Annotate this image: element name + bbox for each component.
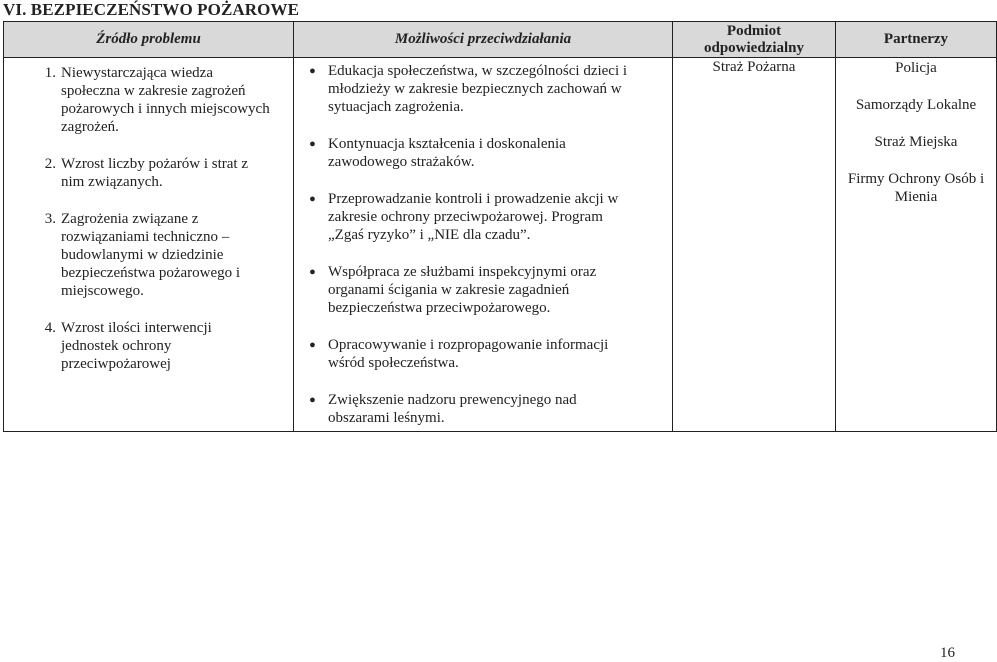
partner-item: Policja bbox=[895, 60, 937, 76]
action-item bbox=[294, 391, 672, 427]
bullet-icon: ● bbox=[309, 138, 316, 150]
responsible-subject: Straż Pożarna bbox=[673, 58, 836, 432]
partner-item: Samorządy Lokalne bbox=[855, 97, 977, 113]
problems-table bbox=[3, 21, 997, 432]
action-text: Edukacja społeczeństwa, w szczególności dzieci i młodzieży w zakresie bezpiecznych zachowań w sytuacjach zagrożenia. bbox=[328, 63, 628, 115]
source-cell bbox=[4, 58, 294, 432]
problem-text: Niewystarczająca wiedza społeczna w zakresie zagrożeń pożarowych i innych miejscowych zagrożeń. bbox=[61, 65, 270, 135]
action-item bbox=[294, 62, 672, 116]
problem-number: 2. bbox=[44, 156, 56, 172]
problem-text: Wzrost ilości interwencji jednostek ochrony przeciwpożarowej bbox=[61, 320, 212, 372]
problem-number: 4. bbox=[44, 320, 56, 336]
problem-text: Zagrożenia związane z rozwiązaniami techniczno – budowlanymi w dziedzinie bezpieczeństwa pożarowego i miejscowego. bbox=[61, 211, 241, 299]
partners-cell bbox=[836, 58, 997, 432]
action-text: Przeprowadzanie kontroli i prowadzenie akcji w zakresie ochrony przeciwpożarowej. Program „Zgaś ryzyko” i „NIE dla czadu”. bbox=[328, 191, 619, 243]
action-text: Zwiększenie nadzoru prewencyjnego nad obszarami leśnymi. bbox=[328, 392, 577, 426]
bullet-icon: ● bbox=[309, 339, 316, 351]
action-text: Współpraca ze służbami inspekcyjnymi oraz organami ścigania w zakresie zagadnień bezpieczeństwa przeciwpożarowego. bbox=[328, 264, 597, 316]
bullet-icon: ● bbox=[309, 394, 316, 406]
header-partners: Partnerzy bbox=[836, 22, 997, 58]
problem-list bbox=[4, 64, 293, 373]
action-item bbox=[294, 263, 672, 317]
actions-cell bbox=[294, 58, 673, 432]
header-subject: Podmiot odpowiedzialny bbox=[673, 22, 836, 58]
bullet-icon: ● bbox=[309, 193, 316, 205]
problem-number: 1. bbox=[44, 65, 56, 81]
table-row bbox=[4, 58, 997, 432]
header-actions: Możliwości przeciwdziałania bbox=[294, 22, 673, 58]
action-item bbox=[294, 336, 672, 372]
header-source: Źródło problemu bbox=[4, 22, 294, 58]
problem-text: Wzrost liczby pożarów i strat z nim związanych. bbox=[61, 156, 249, 190]
action-text: Kontynuacja kształcenia i doskonalenia zawodowego strażaków. bbox=[328, 136, 566, 170]
problem-item bbox=[4, 210, 293, 300]
action-list bbox=[294, 62, 672, 427]
action-item bbox=[294, 190, 672, 244]
problem-item bbox=[4, 64, 293, 136]
section-title: VI. BEZPIECZEŃSTWO POŻAROWE bbox=[3, 0, 300, 19]
partner-item: Straż Miejska bbox=[874, 134, 958, 150]
problem-item bbox=[4, 155, 293, 191]
table-header-row bbox=[4, 22, 997, 58]
problem-number: 3. bbox=[44, 211, 56, 227]
bullet-icon: ● bbox=[309, 266, 316, 278]
partner-item: Firmy Ochrony Osób i Mienia bbox=[847, 171, 985, 205]
page-number: 16 bbox=[940, 645, 955, 661]
problem-item bbox=[4, 319, 293, 373]
bullet-icon: ● bbox=[309, 65, 316, 77]
action-text: Opracowywanie i rozpropagowanie informacji wśród społeczeństwa. bbox=[328, 337, 609, 371]
action-item bbox=[294, 135, 672, 171]
